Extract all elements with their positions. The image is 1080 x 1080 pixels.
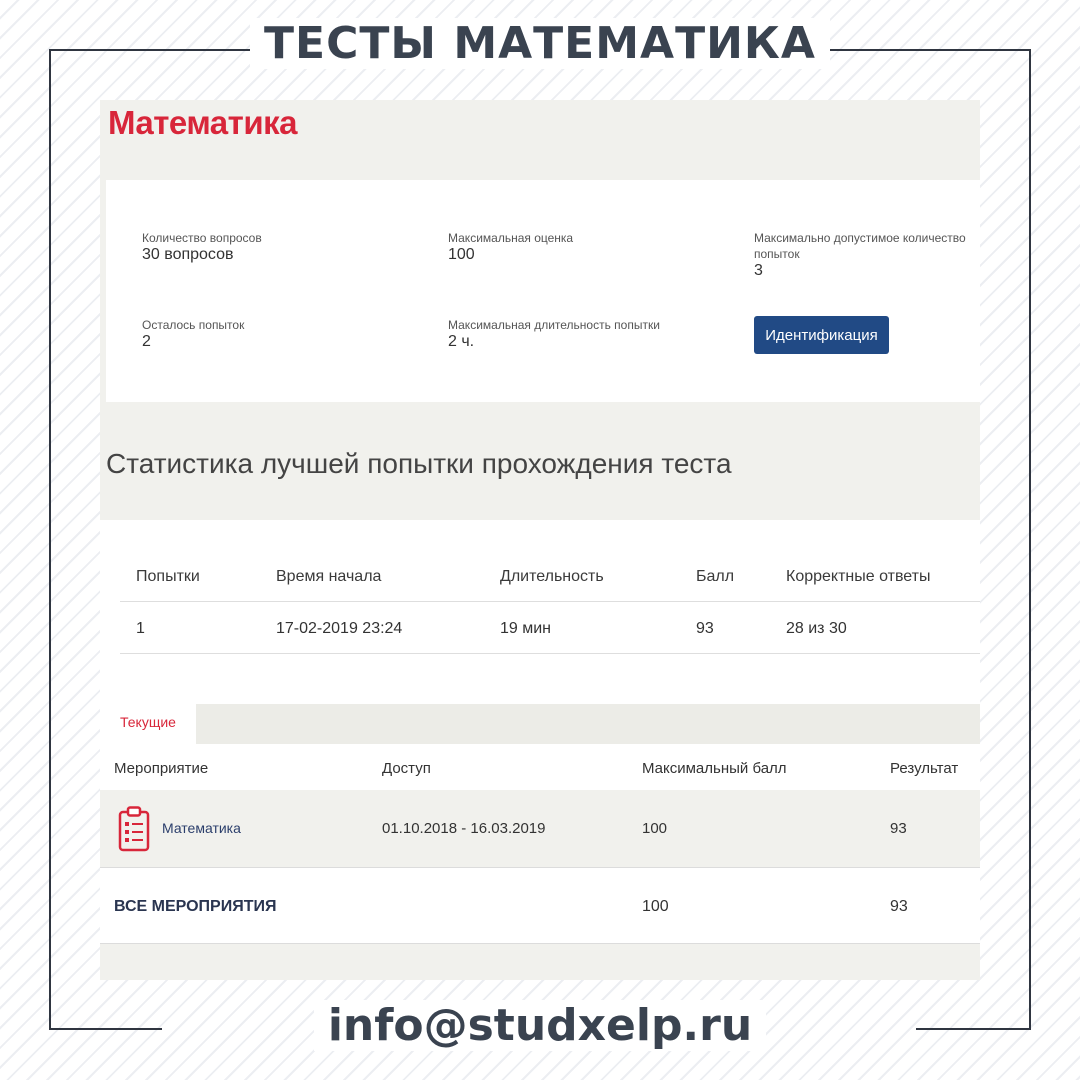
questions-count-value: 30 вопросов [142,246,234,263]
events-tab-bar [100,704,980,744]
test-info-card [106,180,980,402]
event-access: 01.10.2018 - 16.03.2019 [382,820,546,837]
max-attempts-field [754,230,976,280]
max-duration-value: 2 ч. [448,333,475,350]
max-attempts-value: 3 [754,262,763,279]
all-events-label: ВСЕ МЕРОПРИЯТИЯ [114,898,277,915]
total-result: 93 [890,898,908,915]
clipboard-list-icon [118,806,150,852]
col-start-time-header: Время начала [276,568,382,585]
table-row[interactable] [100,790,980,868]
max-grade-label: Максимальная оценка [448,231,574,245]
frame-right [1029,49,1031,1030]
col-correct-header: Корректные ответы [786,568,931,585]
col-duration-header: Длительность [500,568,604,585]
attempts-left-field [142,317,382,351]
row-correct-answers: 28 из 30 [786,620,847,637]
events-total-row [100,868,980,944]
row-start-time: 17-02-2019 23:24 [276,620,403,637]
row-attempt-number: 1 [136,620,145,637]
tab-current[interactable]: Текущие [100,704,196,744]
event-name-link[interactable]: Математика [162,820,241,836]
events-table-header [100,744,980,790]
poster-title-text: ТЕСТЫ МАТЕМАТИКА [250,18,830,69]
max-duration-label: Максимальная длительность попытки [448,318,660,332]
event-result: 93 [890,820,907,837]
poster-footer-email: info@studxelp.ru [314,1000,766,1051]
questions-count-label: Количество вопросов [142,231,262,245]
event-max-score: 100 [642,820,668,837]
page-title: Математика [108,104,297,141]
attempts-left-label: Осталось попыток [142,318,245,332]
col-event-header: Мероприятие [114,760,209,777]
max-grade-field [448,230,688,264]
frame-left [49,49,51,1030]
stats-section-title: Статистика лучшей попытки прохождения теста [106,448,732,479]
poster-title [0,18,1080,69]
col-access-header: Доступ [382,760,431,777]
poster-footer [0,1000,1080,1051]
stats-table [120,550,980,654]
max-duration-field [448,317,688,351]
col-score-header: Балл [696,568,735,585]
col-attempts-header: Попытки [136,568,200,585]
identification-button[interactable]: Идентификация [754,316,889,354]
max-attempts-label: Максимально допустимое количество попыток [754,231,966,261]
stats-table-header [120,550,980,602]
total-max-score: 100 [642,898,669,915]
questions-count-field [142,230,382,264]
col-result-header: Результат [890,760,959,777]
table-row [120,602,980,654]
max-grade-value: 100 [448,246,475,263]
attempts-left-value: 2 [142,333,151,350]
row-score: 93 [696,620,714,637]
col-max-score-header: Максимальный балл [642,760,787,777]
test-screenshot [100,100,980,980]
row-duration: 19 мин [500,620,552,637]
